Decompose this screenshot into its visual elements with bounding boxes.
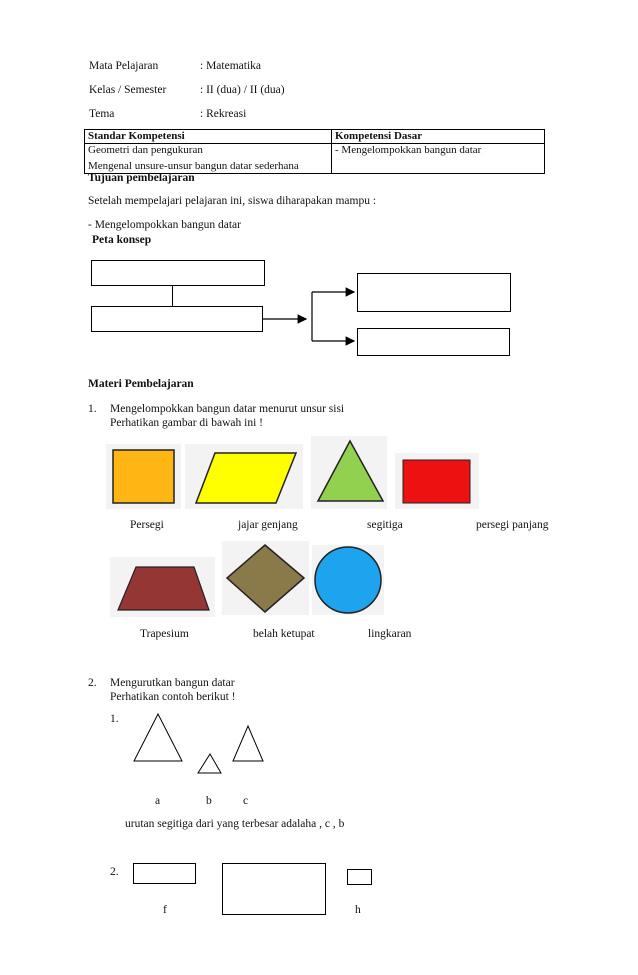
example2-label-f: f <box>163 904 167 916</box>
triangle-a <box>134 714 182 761</box>
section1-number: 1. <box>88 403 97 415</box>
rectangle-h <box>347 869 372 885</box>
triangle-c <box>233 726 263 761</box>
standard-competency-line1: Geometri dan pengukuran <box>88 144 203 156</box>
objectives-intro: Setelah mempelajari pelajaran ini, siswa diharapakan mampu : <box>88 195 377 207</box>
section2-title: Mengurutkan bangun datar <box>110 677 235 689</box>
material-heading: Materi Pembelajaran <box>88 378 194 390</box>
example1-label-c: c <box>243 795 249 807</box>
objectives-heading: Tujuan pembelajaran <box>88 172 195 184</box>
example1-label-a: a <box>155 795 161 807</box>
example1-answer: urutan segitiga dari yang terbesar adalaha , c , b <box>125 818 345 830</box>
basic-competency-line1: - Mengelompokkan bangun datar <box>335 144 482 156</box>
example1-label-b: b <box>206 795 212 807</box>
triangle-b <box>198 754 221 773</box>
label-parallelogram: jajar genjang <box>238 519 298 531</box>
basic-competency-header: Kompetensi Dasar <box>332 130 545 144</box>
label-square: Persegi <box>130 519 164 531</box>
concept-map-heading: Peta konsep <box>92 234 152 246</box>
rectangle-g <box>222 863 326 915</box>
section2-instruction: Perhatikan contoh berikut ! <box>110 691 236 703</box>
example2-label-h: h <box>355 904 361 916</box>
rectangle-f <box>133 863 196 884</box>
subject-value: : Matematika <box>200 60 261 72</box>
example2-number: 2. <box>110 866 119 878</box>
section1-title: Mengelompokkan bangun datar menurut unsur sisi <box>110 403 345 415</box>
standard-competency-header: Standar Kompetensi <box>85 130 332 144</box>
section1-instruction: Perhatikan gambar di bawah ini ! <box>110 417 263 429</box>
label-rhombus: belah ketupat <box>253 628 315 640</box>
subject-label: Mata Pelajaran <box>89 60 159 72</box>
theme-value: : Rekreasi <box>200 108 247 120</box>
label-rectangle: persegi panjang <box>476 519 549 531</box>
label-trapezoid: Trapesium <box>140 628 189 640</box>
theme-label: Tema <box>89 108 115 120</box>
section2-number: 2. <box>88 677 97 689</box>
standard-competency-line2: Mengenal unsure-unsur bangun datar sederhana <box>88 160 299 172</box>
example1-number: 1. <box>110 713 119 725</box>
class-semester-value: : II (dua) / II (dua) <box>200 84 285 96</box>
label-circle: lingkaran <box>368 628 412 640</box>
label-triangle: segitiga <box>367 519 403 531</box>
class-semester-label: Kelas / Semester <box>89 84 167 96</box>
objectives-item: - Mengelompokkan bangun datar <box>88 219 241 231</box>
